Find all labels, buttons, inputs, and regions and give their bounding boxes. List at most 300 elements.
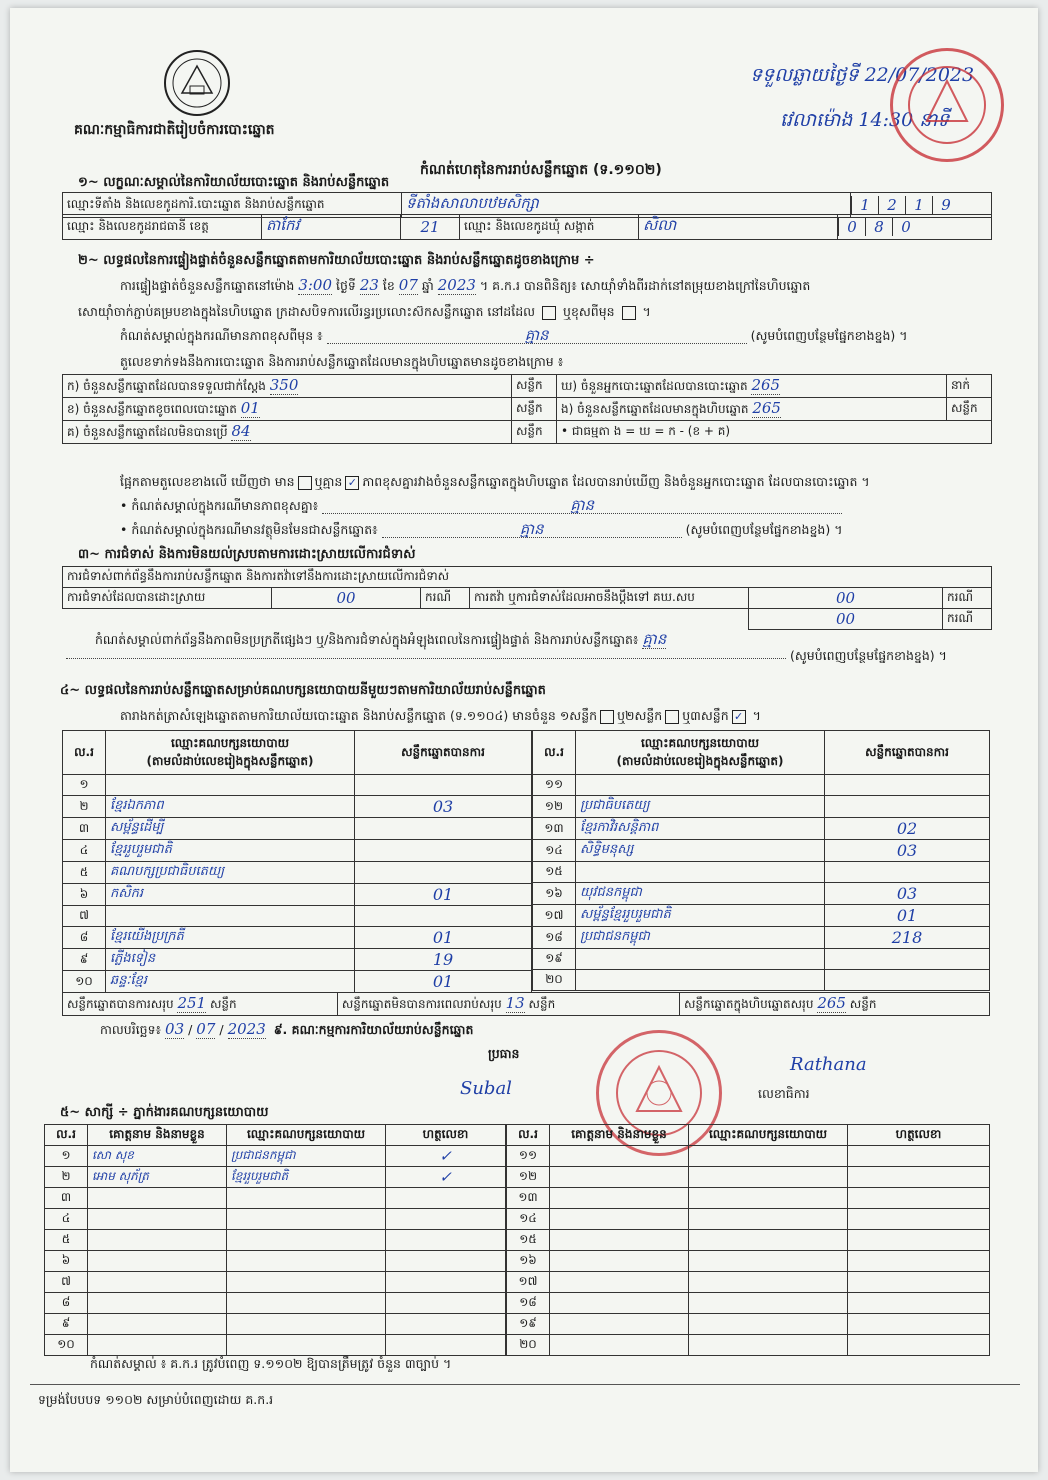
count-ka bbox=[63, 375, 512, 398]
date-month: 07 bbox=[196, 1020, 216, 1038]
footer-text: ទម្រង់បែបបទ ១១០២ សម្រាប់បំពេញដោយ គ.ក.រ bbox=[38, 1392, 274, 1407]
section3-table bbox=[62, 566, 992, 630]
checkbox-different[interactable] bbox=[622, 306, 636, 320]
witness-name bbox=[550, 1293, 689, 1314]
sum-box-unit: សន្លឹក bbox=[849, 997, 877, 1011]
s3-dotted-line bbox=[66, 658, 786, 659]
formula: • ជាធម្មតា ង = ឃ = ក - (ខ + គ) bbox=[557, 421, 992, 444]
code-digit: 1 bbox=[851, 196, 878, 214]
table-row bbox=[533, 818, 990, 840]
party-votes: 01 bbox=[355, 927, 532, 949]
row-number: ១៨ bbox=[507, 1293, 550, 1314]
check-line-c: ភាពខុសគ្នារវាងចំនួនសន្លឹកឆ្នោតក្នុងហិបឆ្នោត ដែលបានរាប់ឃើញ និងចំនួនអ្នកបោះឆ្នោត ដែលបានបោះឆ្នោត ។ bbox=[362, 474, 870, 489]
code-digit: 0 bbox=[892, 218, 919, 236]
check-line-a: ផ្អែកតាមតួលេខខាងលើ ឃើញថា មាន bbox=[120, 474, 295, 489]
s2-month: 07 bbox=[398, 276, 418, 294]
party-name: ប្រជាធិបតេយ្យ bbox=[576, 796, 825, 818]
witness-name bbox=[88, 1314, 227, 1335]
witness-name bbox=[550, 1272, 689, 1293]
sum-valid bbox=[63, 993, 338, 1016]
row-number: ៨ bbox=[63, 927, 106, 949]
diff-note-label: • កំណត់សម្គាល់ក្នុងករណីមានភាពខុសគ្នា៖ bbox=[120, 498, 319, 513]
ngo-label: ង) ចំនួនសន្លឹកឆ្នោតដែលមានក្នុងហិបឆ្នោត bbox=[561, 402, 749, 416]
row-number: ១៨ bbox=[533, 927, 576, 949]
witness-signature: ✓ bbox=[386, 1146, 506, 1167]
kha-unit: សន្លឹក bbox=[512, 398, 557, 421]
table-row bbox=[533, 775, 990, 796]
party-name bbox=[576, 775, 825, 796]
party-name: សម្ព័ន្ធខ្មែររួបរួមជាតិ bbox=[576, 905, 825, 927]
table-row bbox=[45, 1335, 506, 1356]
s3-fill-hint: (សូមបំពេញបន្ថែមផ្នែកខាងខ្នង) ។ bbox=[790, 648, 947, 663]
witness-party bbox=[689, 1146, 848, 1167]
count-ngo bbox=[557, 398, 947, 421]
s2-line1-e: ។ គ.ក.រ បានពិនិត្យ៖ សោយ៉ាំទាំងពីរដាក់នៅតម្រុយខាងក្រៅនៃហិបឆ្នោត bbox=[479, 278, 811, 293]
table-row bbox=[533, 796, 990, 818]
footer-rule bbox=[30, 1384, 1020, 1385]
s2-line1 bbox=[120, 278, 810, 293]
table-row bbox=[533, 840, 990, 862]
witness-signature bbox=[386, 1230, 506, 1251]
s1-row2-value2: សិលា bbox=[639, 215, 838, 240]
table-row bbox=[45, 1188, 506, 1209]
party-votes bbox=[825, 775, 990, 796]
table-row bbox=[533, 970, 990, 991]
sum-invalid bbox=[337, 993, 679, 1016]
row-number: ២០ bbox=[507, 1335, 550, 1356]
s4-date: កាលបរិច្ឆេទ៖ 03 / 07 / 2023 ៩. គណៈកម្មការការិយាល័យរាប់សន្លឹកឆ្នោត bbox=[100, 1020, 474, 1038]
obj-note-value: គ្មាន bbox=[382, 522, 682, 538]
code-digit: 1 bbox=[905, 196, 932, 214]
table-row bbox=[507, 1293, 990, 1314]
s3-case3: ករណី bbox=[943, 609, 992, 630]
party-name: ខ្មែរកាវិរសន្តិភាព bbox=[576, 818, 825, 840]
witness-name bbox=[550, 1230, 689, 1251]
checkbox-has-diff[interactable] bbox=[298, 476, 312, 490]
s4-col-votes-r: សន្លឹកឆ្នោតបានការ bbox=[825, 731, 990, 775]
s2-note-label: កំណត់សម្គាល់ក្នុងករណីមានភាពខុសពីមុន ៖ bbox=[120, 328, 323, 343]
section1-title: ១~ លក្ខណៈសម្គាល់នៃការិយាល័យបោះឆ្នោត និងរាប់សន្លឹកឆ្នោត bbox=[78, 175, 390, 190]
sum-invalid-value: 13 bbox=[505, 994, 525, 1012]
s1-row2-value: តាកែវ bbox=[262, 215, 401, 240]
table-row bbox=[45, 1146, 506, 1167]
table-row bbox=[45, 1230, 506, 1251]
table-row bbox=[45, 1293, 506, 1314]
witness-party bbox=[227, 1209, 386, 1230]
col-party-title: ឈ្មោះគណបក្សនយោបាយ bbox=[640, 735, 760, 750]
row-number: ១៦ bbox=[507, 1251, 550, 1272]
s2-year: 2023 bbox=[437, 276, 476, 294]
section3-title: ៣~ ការជំទាស់ និងការមិនយល់ស្របតាមការដោះស្រាយលើការជំទាស់ bbox=[78, 547, 416, 562]
s5-col-name-r: គោត្តនាម និងនាមខ្លួន bbox=[550, 1125, 689, 1146]
witness-party bbox=[689, 1251, 848, 1272]
s5-left-table bbox=[44, 1124, 506, 1356]
s2-count-table bbox=[62, 374, 992, 444]
s5-col-sign: ហត្ថលេខា bbox=[386, 1125, 506, 1146]
witness-signature bbox=[386, 1293, 506, 1314]
party-votes bbox=[355, 862, 532, 884]
table-row bbox=[63, 862, 532, 884]
checkbox-1-sheet[interactable] bbox=[600, 710, 614, 724]
s1-row2-code: 21 bbox=[401, 215, 460, 240]
s4-intro-a: តារាងកត់ត្រាសំឡេងឆ្នោតតាមការិយាល័យបោះឆ្នោត និងរាប់សន្លឹកឆ្នោត (ទ.១១០៤) មានចំនួន ១សន្លឹក bbox=[120, 708, 598, 723]
section5-title: ៥~ សាក្សី ÷ ភ្នាក់ងារគណបក្សនយោបាយ bbox=[60, 1105, 269, 1120]
witness-name bbox=[550, 1335, 689, 1356]
party-votes: 01 bbox=[355, 884, 532, 906]
party-votes bbox=[825, 970, 990, 991]
witness-party bbox=[689, 1188, 848, 1209]
s1-row2-code2 bbox=[838, 215, 992, 240]
table-row bbox=[507, 1146, 990, 1167]
party-name: កសិករ bbox=[106, 884, 355, 906]
row-number: ១២ bbox=[507, 1167, 550, 1188]
witness-name bbox=[88, 1272, 227, 1293]
witness-signature bbox=[848, 1272, 990, 1293]
footnote: កំណត់សម្គាល់ ៖ គ.ក.រ ត្រូវបំពេញ ទ.១១០២ ឱ្យបានត្រឹមត្រូវ ចំនួន ៣ច្បាប់ ។ bbox=[90, 1356, 452, 1371]
table-row bbox=[63, 927, 532, 949]
witness-signature bbox=[848, 1293, 990, 1314]
witness-signature: ✓ bbox=[386, 1167, 506, 1188]
witness-name bbox=[550, 1167, 689, 1188]
party-votes: 03 bbox=[825, 840, 990, 862]
s5-col-sign-r: ហត្ថលេខា bbox=[848, 1125, 990, 1146]
table-row bbox=[63, 818, 532, 840]
sum-box-label: សន្លឹកឆ្នោតក្នុងហិបឆ្នោតសរុប bbox=[683, 997, 814, 1011]
s3-note bbox=[95, 632, 666, 647]
table-row bbox=[533, 949, 990, 970]
row-number: ៦ bbox=[45, 1251, 88, 1272]
row-number: ១៩ bbox=[533, 949, 576, 970]
count-kho bbox=[557, 375, 947, 398]
row-number: ២ bbox=[45, 1167, 88, 1188]
row-number: ២០ bbox=[533, 970, 576, 991]
witness-signature bbox=[386, 1251, 506, 1272]
code-digit: 9 bbox=[932, 196, 959, 214]
ka-value: 350 bbox=[269, 376, 299, 394]
s5-right-table bbox=[506, 1124, 990, 1356]
s2-day: 23 bbox=[359, 276, 379, 294]
witness-party: ប្រជាជនកម្ពុជា bbox=[227, 1146, 386, 1167]
s2-list-intro: តួលេខទាក់ទងនឹងការបោះឆ្នោត និងការរាប់សន្លឹកឆ្នោតដែលមានក្នុងហិបឆ្នោតមានដូចខាងក្រោម ៖ bbox=[120, 354, 564, 369]
witness-signature bbox=[386, 1188, 506, 1209]
witness-name bbox=[550, 1188, 689, 1209]
s2-diff-note bbox=[120, 498, 842, 514]
table-row bbox=[507, 1230, 990, 1251]
secretary-signature: Rathana bbox=[790, 1054, 867, 1075]
emblem-icon bbox=[162, 48, 232, 118]
party-name: ខ្មែរឯកភាព bbox=[106, 796, 355, 818]
row-number: ៥ bbox=[63, 862, 106, 884]
ko-label: គ) ចំនួនសន្លឹកឆ្នោតដែលមិនបានប្រើ bbox=[67, 425, 228, 439]
section2-title: ២~ លទ្ធផលនៃការផ្ទៀងផ្ទាត់ចំនួនសន្លឹកឆ្នោតតាមការិយាល័យបោះឆ្នោត និងរាប់សន្លឹកឆ្នោតដូចខាងក្រោម ÷ bbox=[78, 253, 595, 268]
party-name bbox=[106, 906, 355, 927]
s3-note-label: កំណត់សម្គាល់ពាក់ព័ន្ធនឹងភាពមិនប្រក្រតីផ្សេងៗ ឬ/និងការជំទាស់ក្នុងអំឡុងពេលនៃការផ្ទៀងផ្ទាត់ និងការរាប់សន្លឹកឆ្នោត៖ bbox=[95, 632, 639, 647]
row-number: ១៧ bbox=[507, 1272, 550, 1293]
sum-invalid-label: សន្លឹកឆ្នោតមិនបានការពេលរាប់សរុប bbox=[341, 997, 502, 1011]
s4-summary bbox=[62, 992, 990, 1016]
col-party-sub: (តាមលំដាប់លេខរៀងក្នុងសន្លឹកឆ្នោត) bbox=[146, 753, 314, 768]
s2-note bbox=[120, 328, 1000, 344]
sign-committee: ៩. គណៈកម្មការការិយាល័យរាប់សន្លឹកឆ្នោត bbox=[273, 1022, 474, 1037]
witness-party bbox=[689, 1272, 848, 1293]
party-votes bbox=[825, 862, 990, 883]
ngo-value: 265 bbox=[752, 399, 781, 417]
checkbox-3-sheets[interactable]: ✓ bbox=[732, 710, 746, 724]
s1-row2-label: ឈ្មោះ និងលេខកូដរាជធានី ខេត្ត bbox=[63, 215, 262, 240]
row-number: ១៧ bbox=[533, 905, 576, 927]
s3-row2-value2: 00 bbox=[749, 588, 943, 609]
row-number: ១៣ bbox=[507, 1188, 550, 1209]
s3-row3-value: 00 bbox=[749, 609, 943, 630]
party-votes: 01 bbox=[355, 971, 532, 993]
s1-row2-label2: ឈ្មោះ និងលេខកូដឃុំ សង្កាត់ bbox=[460, 215, 639, 240]
sum-valid-value: 251 bbox=[177, 994, 207, 1012]
witness-party bbox=[689, 1167, 848, 1188]
sum-box-value: 265 bbox=[817, 994, 846, 1012]
row-number: ៥ bbox=[45, 1230, 88, 1251]
table-row bbox=[507, 1251, 990, 1272]
party-name bbox=[576, 949, 825, 970]
sum-valid-label: សន្លឹកឆ្នោតបានការសរុប bbox=[67, 997, 174, 1011]
row-number: ៦ bbox=[63, 884, 106, 906]
witness-signature bbox=[386, 1314, 506, 1335]
witness-party bbox=[689, 1209, 848, 1230]
witness-party: ខ្មែររួបរួមជាតិ bbox=[227, 1167, 386, 1188]
party-name: ភ្លើងទៀន bbox=[106, 949, 355, 971]
witness-name bbox=[88, 1230, 227, 1251]
s1-row1-label: ឈ្មោះទីតាំង និងលេខកូដការិ.បោះឆ្នោត និងរាប់សន្លឹកឆ្នោត bbox=[63, 193, 402, 218]
party-votes bbox=[355, 818, 532, 840]
s3-row1: ការជំទាស់ពាក់ព័ន្ធនឹងការរាប់សន្លឹកឆ្នោត និងការតវ៉ាទៅនឹងការដោះស្រាយលើការជំទាស់ bbox=[63, 567, 992, 588]
s3-case2: ករណី bbox=[943, 588, 992, 609]
s4-right-table bbox=[532, 730, 990, 991]
table-row bbox=[533, 883, 990, 905]
witness-party bbox=[227, 1314, 386, 1335]
party-name: យុវជនកម្ពុជា bbox=[576, 883, 825, 905]
committee-name: គណៈកម្មាធិការជាតិរៀបចំការបោះឆ្នោត bbox=[74, 122, 275, 138]
witness-name bbox=[88, 1335, 227, 1356]
diff-note-value: គ្មាន bbox=[322, 498, 842, 514]
s5-col-party: ឈ្មោះគណបក្សនយោបាយ bbox=[227, 1125, 386, 1146]
kho-value: 265 bbox=[751, 376, 781, 394]
witness-party bbox=[689, 1314, 848, 1335]
witness-signature bbox=[386, 1335, 506, 1356]
row-number: ១ bbox=[45, 1146, 88, 1167]
witness-party bbox=[227, 1272, 386, 1293]
table-row bbox=[45, 1314, 506, 1335]
s2-line1-d: ឆ្នាំ bbox=[421, 278, 434, 293]
party-votes bbox=[355, 775, 532, 796]
s5-col-name: គោត្តនាម និងនាមខ្លួន bbox=[88, 1125, 227, 1146]
table-row bbox=[45, 1251, 506, 1272]
party-name: សម្ព័ន្ធដើម្បី bbox=[106, 818, 355, 840]
kho-unit: នាក់ bbox=[947, 375, 992, 398]
party-votes bbox=[825, 796, 990, 818]
row-number: ១៤ bbox=[533, 840, 576, 862]
sum-valid-unit: សន្លឹក bbox=[209, 997, 237, 1011]
checkbox-same[interactable] bbox=[542, 306, 556, 320]
table-row bbox=[63, 775, 532, 796]
table-row bbox=[63, 840, 532, 862]
s3-case: ករណី bbox=[421, 588, 470, 609]
witness-name bbox=[550, 1314, 689, 1335]
table-row bbox=[533, 862, 990, 883]
s2-obj-note bbox=[120, 522, 842, 538]
row-number: ១៣ bbox=[533, 818, 576, 840]
party-votes: 218 bbox=[825, 927, 990, 949]
section1-table-row2 bbox=[62, 214, 992, 240]
kha-value: 01 bbox=[240, 399, 260, 417]
date-label: កាលបរិច្ឆេទ៖ bbox=[100, 1022, 162, 1037]
row-number: ៣ bbox=[45, 1188, 88, 1209]
party-votes bbox=[825, 949, 990, 970]
s3-row2-label: ការជំទាស់ដែលបានដោះស្រាយ bbox=[63, 588, 272, 609]
s5-col-no: ល.រ bbox=[45, 1125, 88, 1146]
ka-unit: សន្លឹក bbox=[512, 375, 557, 398]
s3-row2-value: 00 bbox=[272, 588, 421, 609]
witness-name bbox=[550, 1146, 689, 1167]
witness-signature bbox=[848, 1209, 990, 1230]
s2-line2-b: ឬខុសពីមុន bbox=[563, 304, 615, 319]
code-digit: 2 bbox=[878, 196, 905, 214]
witness-signature bbox=[848, 1146, 990, 1167]
party-name: ខ្មែររួបរួមជាតិ bbox=[106, 840, 355, 862]
kho-label: ឃ) ចំនួនអ្នកបោះឆ្នោតដែលបានបោះឆ្នោត bbox=[561, 379, 748, 393]
ngo-unit: សន្លឹក bbox=[947, 398, 992, 421]
witness-party bbox=[689, 1335, 848, 1356]
row-number: ៤ bbox=[63, 840, 106, 862]
table-row bbox=[45, 1209, 506, 1230]
s2-line2: សោយ៉ាំចាក់ភ្ជាប់គម្របខាងក្នុងនៃហិបឆ្នោត ក្រដាសបិទការលើរន្ធរប្រលោះស៊កសន្លឹកឆ្នោត នៅដដែល ឬខុសពីមុន ។ bbox=[78, 304, 651, 319]
s4-col-no: ល.រ bbox=[63, 731, 106, 775]
table-row bbox=[507, 1335, 990, 1356]
party-name: ឆន្ទៈខ្មែរ bbox=[106, 971, 355, 993]
row-number: ២ bbox=[63, 796, 106, 818]
witness-party bbox=[227, 1188, 386, 1209]
party-votes: 03 bbox=[825, 883, 990, 905]
ko-value: 84 bbox=[231, 422, 251, 440]
s2-line1-a: ការផ្ទៀងផ្ទាត់ចំនួនសន្លឹកឆ្នោតនៅម៉ោង bbox=[120, 278, 295, 293]
sum-box bbox=[679, 993, 989, 1016]
table-row bbox=[63, 906, 532, 927]
row-number: ១៩ bbox=[507, 1314, 550, 1335]
row-number: ៩ bbox=[45, 1314, 88, 1335]
witness-name bbox=[550, 1251, 689, 1272]
date-day: 03 bbox=[165, 1020, 185, 1038]
witness-name: អោម សុភ័ត្រ bbox=[88, 1167, 227, 1188]
witness-party bbox=[227, 1230, 386, 1251]
col-party-sub: (តាមលំដាប់លេខរៀងក្នុងសន្លឹកឆ្នោត) bbox=[616, 753, 784, 768]
s4-intro: តារាងកត់ត្រាសំឡេងឆ្នោតតាមការិយាល័យបោះឆ្នោត និងរាប់សន្លឹកឆ្នោត (ទ.១១០៤) មានចំនួន ១សន្លឹក ឬ២សន្លឹក ឬ៣សន្លឹក ✓ ។ bbox=[120, 708, 761, 723]
table-row bbox=[63, 884, 532, 906]
witness-name bbox=[88, 1251, 227, 1272]
witness-signature bbox=[848, 1251, 990, 1272]
party-name bbox=[106, 775, 355, 796]
table-row bbox=[63, 971, 532, 993]
table-row bbox=[507, 1167, 990, 1188]
witness-party bbox=[227, 1293, 386, 1314]
s4-intro-b: ឬ២សន្លឹក bbox=[617, 708, 663, 723]
president-signature: Subal bbox=[460, 1078, 512, 1099]
party-votes: 02 bbox=[825, 818, 990, 840]
row-number: ១៥ bbox=[533, 862, 576, 883]
s5-col-party-r: ឈ្មោះគណបក្សនយោបាយ bbox=[689, 1125, 848, 1146]
row-number: ១៦ bbox=[533, 883, 576, 905]
checkbox-no-diff[interactable]: ✓ bbox=[345, 476, 359, 490]
s2-line2-text: សោយ៉ាំចាក់ភ្ជាប់គម្របខាងក្នុងនៃហិបឆ្នោត ក្រដាសបិទការលើរន្ធរប្រលោះស៊កសន្លឹកឆ្នោត នៅដដែល bbox=[78, 304, 536, 319]
table-row bbox=[533, 905, 990, 927]
row-number: ៣ bbox=[63, 818, 106, 840]
received-note: ទទួលឆ្លាយថ្ងៃទី 22/07/2023 bbox=[750, 64, 975, 86]
received-time: វេលាម៉ោង 14:30 នាទី bbox=[780, 109, 950, 131]
witness-signature bbox=[848, 1335, 990, 1356]
row-number: ១៤ bbox=[507, 1209, 550, 1230]
secretary-label: លេខាធិការ bbox=[758, 1086, 810, 1101]
table-row bbox=[507, 1272, 990, 1293]
table-row bbox=[63, 796, 532, 818]
s3-note-value: គ្មាន bbox=[642, 630, 667, 648]
code-digit: 0 bbox=[838, 218, 865, 236]
witness-signature bbox=[848, 1230, 990, 1251]
row-number: ៧ bbox=[63, 906, 106, 927]
s5-col-no-r: ល.រ bbox=[507, 1125, 550, 1146]
party-name bbox=[576, 970, 825, 991]
row-number: ១៥ bbox=[507, 1230, 550, 1251]
check-line-b: ឬគ្មាន bbox=[314, 474, 343, 489]
s4-intro-c: ឬ៣សន្លឹក bbox=[682, 708, 729, 723]
sum-invalid-unit: សន្លឹក bbox=[528, 997, 556, 1011]
s1-row1-value: ទីតាំងសាលាបឋមសិក្សា bbox=[402, 193, 851, 218]
ka-label: ក) ចំនួនសន្លឹកឆ្នោតដែលបានទទួលជាក់ស្តែង bbox=[67, 379, 266, 393]
official-stamp-top bbox=[890, 48, 1004, 162]
s2-note-value: គ្មាន bbox=[327, 328, 747, 344]
witness-party bbox=[689, 1230, 848, 1251]
s2-time: 3:00 bbox=[298, 276, 332, 294]
witness-name bbox=[88, 1293, 227, 1314]
s2-check-line bbox=[120, 474, 870, 490]
s4-col-votes: សន្លឹកឆ្នោតបានការ bbox=[355, 731, 532, 775]
date-year: 2023 bbox=[227, 1020, 266, 1038]
party-votes: 03 bbox=[355, 796, 532, 818]
count-ko bbox=[63, 421, 512, 444]
checkbox-2-sheets[interactable] bbox=[665, 710, 679, 724]
party-name: សិទ្ធិមនុស្ស bbox=[576, 840, 825, 862]
witness-name bbox=[88, 1209, 227, 1230]
witness-signature bbox=[848, 1167, 990, 1188]
party-name: ប្រជាជនកម្ពុជា bbox=[576, 927, 825, 949]
witness-name bbox=[88, 1188, 227, 1209]
code-digit: 8 bbox=[865, 218, 892, 236]
row-number: ៨ bbox=[45, 1293, 88, 1314]
witness-party bbox=[227, 1251, 386, 1272]
s4-col-party bbox=[106, 731, 355, 775]
s2-line1-c: ខែ bbox=[382, 278, 395, 293]
s3-row2-label2: ការតវ៉ា ឬការជំទាស់ដែលអាចនឹងប្តឹងទៅ គឃ.សប bbox=[470, 588, 749, 609]
count-kha bbox=[63, 398, 512, 421]
party-name: គណបក្សប្រជាធិបតេយ្យ bbox=[106, 862, 355, 884]
row-number: ៩ bbox=[63, 949, 106, 971]
col-party-title: ឈ្មោះគណបក្សនយោបាយ bbox=[170, 735, 290, 750]
row-number: ១ bbox=[63, 775, 106, 796]
row-number: ១០ bbox=[45, 1335, 88, 1356]
witness-name: សោ សុខ bbox=[88, 1146, 227, 1167]
party-votes bbox=[355, 840, 532, 862]
obj-note-label: • កំណត់សម្គាល់ក្នុងករណីមានវត្ថុមិនមែនជាសន្លឹកឆ្នោត៖ bbox=[120, 522, 378, 537]
row-number: ១២ bbox=[533, 796, 576, 818]
row-number: ៧ bbox=[45, 1272, 88, 1293]
s4-left-table bbox=[62, 730, 532, 993]
table-row bbox=[507, 1314, 990, 1335]
